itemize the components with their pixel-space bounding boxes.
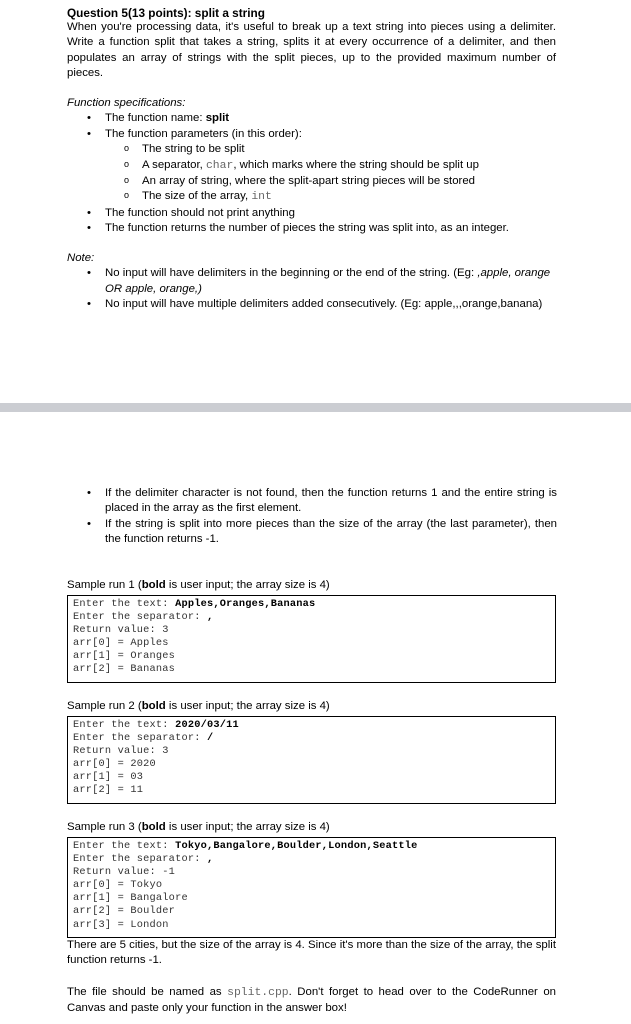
user-input: Tokyo,Bangalore,Boulder,London,Seattle xyxy=(175,840,418,852)
question-title: Question 5(13 points): split a string xyxy=(67,6,265,20)
sample-run-1-output: Enter the text: Apples,Oranges,Bananas Enter the separator: , Return value: 3 arr[0] = Apples arr[1] = Oranges arr[2] = Bananas xyxy=(67,595,556,683)
note-item: • No input will have multiple delimiters added consecutively. (Eg: apple,,,orange,banana) xyxy=(0,297,631,312)
note-heading: Note: xyxy=(67,252,95,264)
param-item: o An array of string, where the split-apart string pieces will be stored xyxy=(0,174,631,189)
user-input: Apples,Oranges,Bananas xyxy=(175,598,316,610)
user-input: 2020/03/11 xyxy=(175,719,239,731)
specs-heading: Function specifications: xyxy=(67,97,186,109)
question-intro: When you're processing data, it's useful to break up a text string into pieces using a delimiter. Write a function split that takes a string, splits it at every occurrence of a delimiter, and then populates an array of strings with the split pieces, up to the provided maximum number of pieces. xyxy=(67,21,556,80)
note-item: • No input will have delimiters in the beginning or the end of the string. (Eg: ,apple, orange OR apple, orange,) xyxy=(0,266,631,297)
sample-run-2-output: Enter the text: 2020/03/11 Enter the separator: / Return value: 3 arr[0] = 2020 arr[1] = 03 arr[2] = 11 xyxy=(67,716,556,804)
spec-params-item: • The function parameters (in this order): xyxy=(0,127,631,142)
filename: split.cpp xyxy=(227,987,289,999)
sample-run-1-caption: Sample run 1 (bold is user input; the array size is 4) xyxy=(67,579,330,591)
rule-item: • If the string is split into more pieces than the size of the array (the last parameter), then the function returns -1. xyxy=(0,517,631,548)
param-item: o The string to be split xyxy=(0,142,631,157)
footer-instructions: The file should be named as split.cpp. Don't forget to head over to the CodeRunner on Canvas and paste only your function in the answer box! xyxy=(67,986,556,1015)
param-item: o A separator, char, which marks where the string should be split up xyxy=(0,158,631,174)
function-specifications xyxy=(0,96,631,237)
spec-no-print-item: • The function should not print anything xyxy=(0,206,631,221)
sample-run-2-caption: Sample run 2 (bold is user input; the array size is 4) xyxy=(67,700,330,712)
spec-returns-item: • The function returns the number of pieces the string was split into, as an integer. xyxy=(0,221,631,236)
function-name: split xyxy=(205,112,230,125)
user-input: , xyxy=(206,853,214,866)
user-input: / xyxy=(206,732,214,745)
spec-name-item: • The function name: split xyxy=(0,111,631,126)
rule-item: • If the delimiter character is not found, then the function returns 1 and the entire string is placed in the array as the first element. xyxy=(0,486,631,517)
page-separator xyxy=(0,403,631,412)
rules-section xyxy=(0,486,631,548)
sample-run-3-output: Enter the text: Tokyo,Bangalore,Boulder,London,Seattle Enter the separator: , Return value: -1 arr[0] = Tokyo arr[1] = Bangalore arr[2] = Boulder arr[3] = London xyxy=(67,837,556,938)
user-input: , xyxy=(206,611,214,624)
sample-3-explanation: There are 5 cities, but the size of the array is 4. Since it's more than the size of the array, the split function returns -1. xyxy=(67,939,556,967)
param-item: o The size of the array, int xyxy=(0,189,631,205)
sample-run-3-caption: Sample run 3 (bold is user input; the array size is 4) xyxy=(67,821,330,833)
note-section xyxy=(0,251,631,313)
